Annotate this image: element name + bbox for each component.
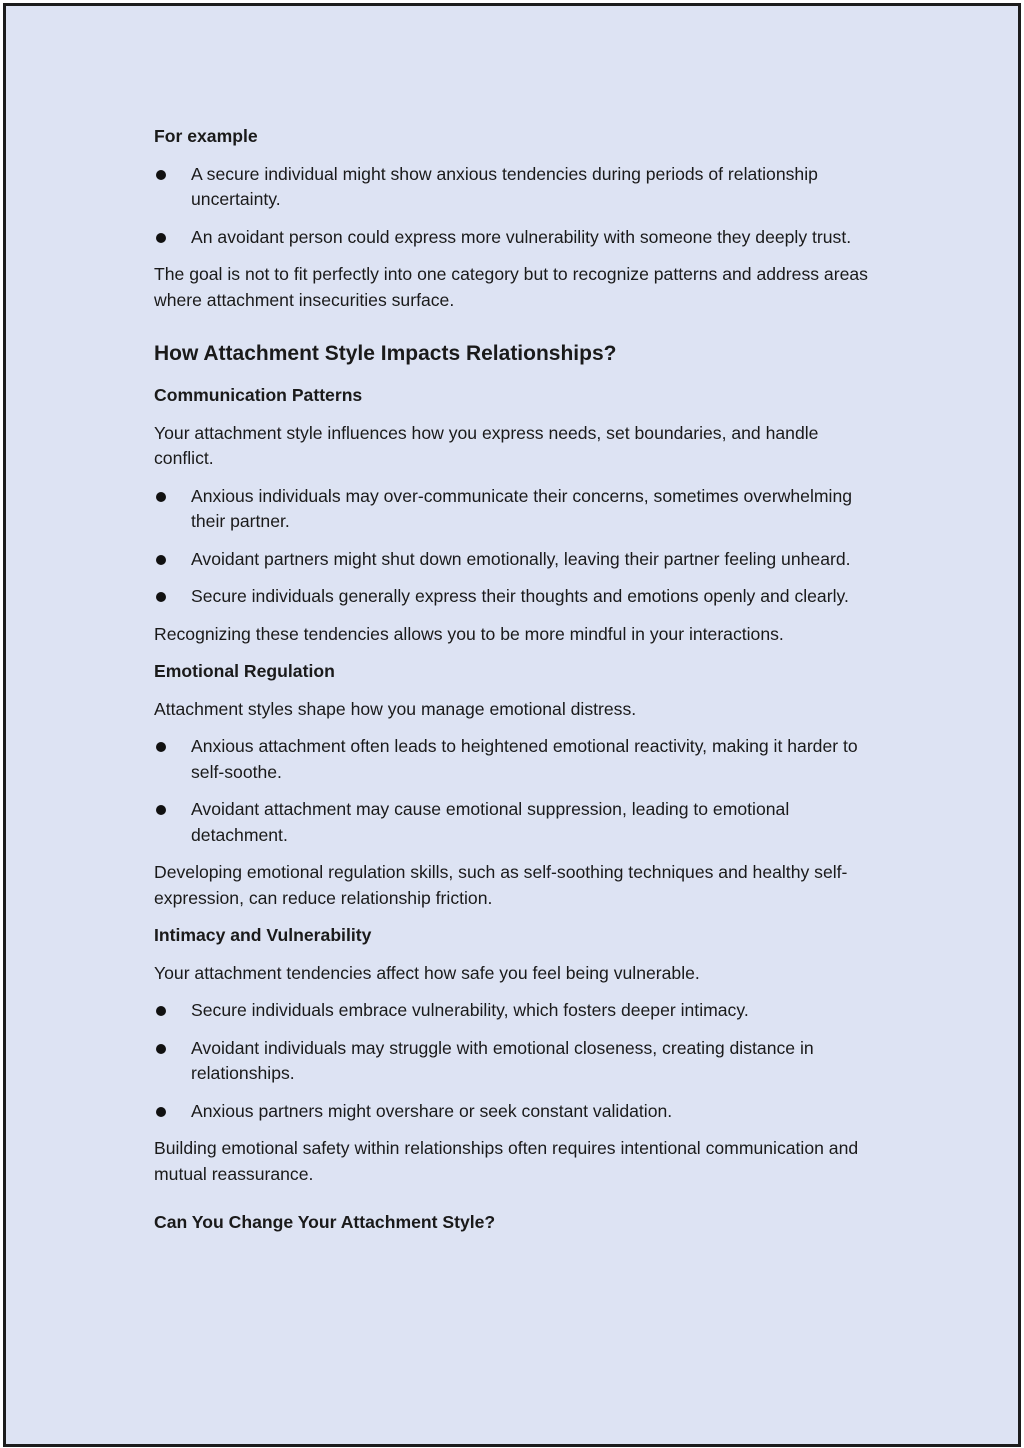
list-item <box>154 1099 874 1125</box>
paragraph: Building emotional safety within relationships often requires intentional communication and mutual reassurance. <box>154 1138 859 1184</box>
list-item-text: A secure individual might show anxious tendencies during periods of relationship uncertainty. <box>191 163 818 209</box>
for-example-list <box>154 162 874 251</box>
list-item-text: Avoidant partners might shut down emotionally, leaving their partner feeling unheard. <box>191 548 851 569</box>
bullet-icon <box>156 233 166 243</box>
communication-list <box>154 484 874 610</box>
list-item-text: Anxious individuals may over-communicate their concerns, sometimes overwhelming their partner. <box>191 485 853 531</box>
bullet-icon <box>156 492 166 502</box>
bullet-icon <box>156 1044 166 1054</box>
paragraph: Your attachment style influences how you express needs, set boundaries, and handle conflict. <box>154 422 819 468</box>
intimacy-list <box>154 998 874 1124</box>
list-item <box>154 225 874 251</box>
document-content <box>154 124 874 1248</box>
paragraph: Recognizing these tendencies allows you to be more mindful in your interactions. <box>154 623 784 644</box>
list-item-text: Anxious partners might overshare or seek constant validation. <box>191 1100 673 1121</box>
paragraph: Attachment styles shape how you manage emotional distress. <box>154 698 637 719</box>
list-item <box>154 998 874 1024</box>
emotional-list <box>154 734 874 848</box>
bullet-icon <box>156 555 166 565</box>
bullet-icon <box>156 170 166 180</box>
list-item <box>154 797 874 848</box>
subheading-intimacy: Intimacy and Vulnerability <box>154 925 372 945</box>
subheading-communication: Communication Patterns <box>154 385 363 405</box>
list-item <box>154 162 874 213</box>
subheading-emotional-regulation: Emotional Regulation <box>154 661 335 681</box>
list-item <box>154 547 874 573</box>
list-item <box>154 484 874 535</box>
bullet-icon <box>156 742 166 752</box>
paragraph: The goal is not to fit perfectly into one category but to recognize patterns and address areas where attachment insecurities surface. <box>154 264 868 310</box>
list-item-text: Anxious attachment often leads to heightened emotional reactivity, making it harder to self-soothe. <box>191 736 858 782</box>
for-example-label: For example <box>154 126 258 146</box>
list-item-text: Avoidant attachment may cause emotional suppression, leading to emotional detachment. <box>191 799 790 845</box>
list-item-text: Avoidant individuals may struggle with emotional closeness, creating distance in relationships. <box>191 1037 814 1083</box>
list-item-text: An avoidant person could express more vulnerability with someone they deeply trust. <box>191 226 852 247</box>
paragraph: Your attachment tendencies affect how safe you feel being vulnerable. <box>154 962 700 983</box>
bullet-icon <box>156 805 166 815</box>
list-item-text: Secure individuals embrace vulnerability, which fosters deeper intimacy. <box>191 1000 749 1020</box>
list-item-text: Secure individuals generally express their thoughts and emotions openly and clearly. <box>191 586 849 606</box>
paragraph: Developing emotional regulation skills, such as self-soothing techniques and healthy self-expression, can reduce relationship friction. <box>154 862 848 908</box>
bullet-icon <box>156 1107 166 1117</box>
section-heading: How Attachment Style Impacts Relationships? <box>154 342 617 365</box>
bullet-icon <box>156 1006 166 1016</box>
bullet-icon <box>156 592 166 602</box>
list-item <box>154 1036 874 1087</box>
final-heading: Can You Change Your Attachment Style? <box>154 1212 496 1232</box>
list-item <box>154 734 874 785</box>
list-item <box>154 584 874 610</box>
